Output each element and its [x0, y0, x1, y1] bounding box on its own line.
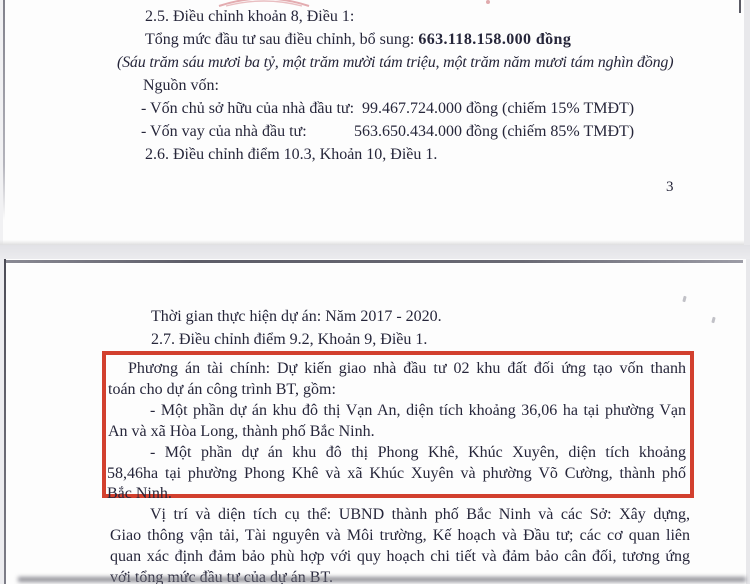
clause-2-7-heading: 2.7. Điều chỉnh điểm 9.2, Khoản 9, Điều 1.	[151, 331, 428, 348]
location-para-line-2: Giao thông vận tải, Tài nguyên và Môi trường, Kế hoạch và Đầu tư; các cơ quan liên	[110, 527, 690, 544]
equity-label: - Vốn chủ sở hữu của nhà đầu tư:	[141, 100, 355, 117]
capital-sources-label: Nguồn vốn:	[143, 77, 219, 94]
total-investment-line	[145, 29, 571, 50]
bullet-phong-khe-line-1: - Một phần dự án khu đô thị Phong Khê, Khúc Xuyên, diện tích khoảng	[150, 444, 686, 461]
financial-plan-line-2: toán cho dự án công trình BT, gồm:	[108, 381, 336, 398]
page-1	[0, 0, 744, 245]
location-para-line-3: quan xác định đảm bảo phù hợp với quy hoạch chi tiết và đảm bảo cân đối, tương ứng	[110, 548, 690, 565]
bullet-phong-khe-line-2: 58,46ha tại phường Phong Khê và xã Khúc Xuyên và phường Võ Cường, thành phố	[107, 465, 686, 482]
page-2	[0, 259, 746, 584]
equity-line	[141, 98, 701, 119]
loan-line	[141, 121, 701, 142]
page-2-left-scan-line	[4, 259, 6, 584]
scan-artifact-mark	[711, 317, 715, 324]
equity-value: 99.467.724.000 đồng (chiếm 15% TMĐT)	[362, 100, 635, 117]
page-number: 3	[666, 179, 674, 195]
clause-2-5-heading: 2.5. Điều chỉnh khoản 8, Điều 1:	[145, 8, 355, 25]
location-para-line-1: Vị trí và diện tích cụ thể: UBND thành phố Bắc Ninh và các Sở: Xây dựng,	[150, 506, 690, 523]
page-gap	[0, 245, 750, 259]
page-1-right-scan-mark	[739, 0, 741, 13]
project-duration-line: Thời gian thực hiện dự án: Năm 2017 - 2020.	[151, 308, 442, 325]
amount-in-words: (Sáu trăm sáu mươi ba tỷ, một trăm mười tám triệu, một trăm năm mươi tám nghìn đồng)	[117, 54, 674, 71]
financial-plan-line-1: Phương án tài chính: Dự kiến giao nhà đầu tư 02 khu đất đối ứng tạo vốn thanh	[128, 360, 686, 377]
total-investment-label: Tổng mức đầu tư sau điều chỉnh, bổ sung:	[145, 31, 419, 48]
bullet-van-an-line-2: An và xã Hòa Long, thành phố Bắc Ninh.	[108, 423, 375, 440]
cut-off-text-blur	[18, 577, 746, 582]
total-investment-amount: 663.118.158.000 đồng	[418, 31, 572, 48]
bullet-phong-khe-line-3: Bắc Ninh.	[107, 485, 172, 502]
stamp-dot-mark	[486, 0, 490, 4]
bullet-van-an-line-1: - Một phần dự án khu đô thị Vạn An, diện tích khoảng 36,06 ha tại phường Vạn	[150, 402, 686, 419]
loan-label: - Vốn vay của nhà đầu tư:	[141, 123, 307, 140]
page-2-top-scan-line	[6, 260, 743, 264]
page-1-left-scan-line	[3, 0, 5, 220]
scan-artifact-mark	[682, 296, 686, 303]
loan-value: 563.650.434.000 đồng (chiếm 85% TMĐT)	[354, 123, 635, 140]
clause-2-6-heading: 2.6. Điều chỉnh điểm 10.3, Khoản 10, Điều 1.	[145, 146, 438, 163]
